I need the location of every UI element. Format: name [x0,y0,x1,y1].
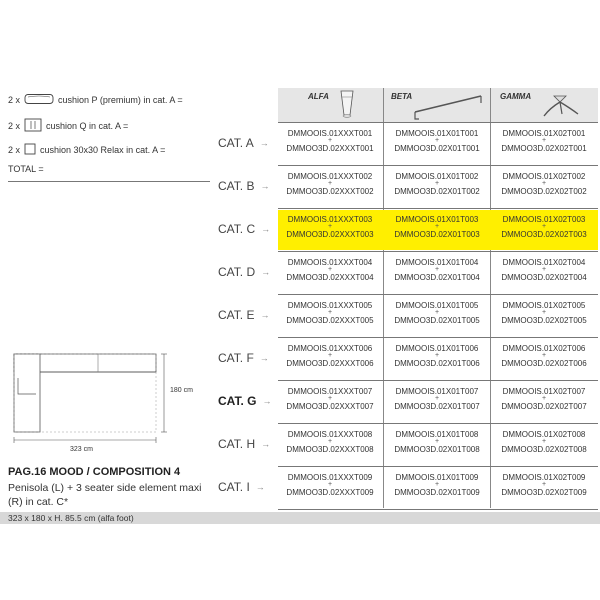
code-cell [385,382,489,422]
code-cell [492,210,596,250]
arrow-icon: → [255,482,265,492]
cat-name: CAT. I [218,480,250,494]
arrow-icon: → [261,439,271,449]
code-line-1: DMMOOIS.01XXXT001 [287,129,373,138]
code-cell [385,296,489,336]
cushion-relax-icon [24,143,36,157]
arrow-icon: → [260,310,270,320]
code-cell [385,167,489,207]
code-line-1: DMMOOIS.01X01T001 [395,129,479,138]
plus-sign: + [541,352,547,359]
code-line-1: DMMOOIS.01X02T007 [502,387,586,396]
code-cell [492,124,596,164]
code-cell [385,339,489,379]
code-line-2: DMMOO3D.02X01T006 [394,359,480,368]
cat-label-b [218,176,278,196]
plus-sign: + [327,309,333,316]
plus-sign: + [541,438,547,445]
code-line-2: DMMOO3D.02X01T009 [394,488,480,497]
header-label: GAMMA [500,92,532,101]
code-cell [278,296,382,336]
code-cell [492,253,596,293]
header-beta [385,88,489,122]
code-line-2: DMMOO3D.02X02T004 [501,273,587,282]
code-line-2: DMMOO3D.02X02T007 [501,402,587,411]
plus-sign: + [434,223,440,230]
total-label: TOTAL = [8,164,44,174]
calc-text: cushion P (premium) in cat. A = [58,95,183,105]
code-cell [278,339,382,379]
code-line-2: DMMOO3D.02X02T005 [501,316,587,325]
code-line-2: DMMOO3D.02X02T002 [501,187,587,196]
cat-name: CAT. D [218,265,256,279]
code-line-1: DMMOOIS.01X01T002 [395,172,479,181]
cat-label-h [218,434,278,454]
cat-name: CAT. B [218,179,255,193]
cat-name: CAT. G [218,394,257,408]
arrow-icon: → [259,353,269,363]
code-line-2: DMMOO3D.02X02T009 [501,488,587,497]
code-line-2: DMMOO3D.02XXXT004 [286,273,374,282]
calc-line-relax-cushion [8,143,165,157]
code-line-1: DMMOOIS.01X01T008 [395,430,479,439]
code-cell [492,339,596,379]
code-cell [385,253,489,293]
code-cell [278,468,382,508]
row-divider [278,294,598,295]
code-line-1: DMMOOIS.01X02T003 [502,215,586,224]
calc-qty: 2 x [8,121,21,131]
code-line-1: DMMOOIS.01X01T009 [395,473,479,482]
code-cell [385,210,489,250]
header-gamma [492,88,596,122]
code-table [278,88,598,508]
plus-sign: + [327,352,333,359]
arrow-icon: → [259,138,269,148]
code-line-1: DMMOOIS.01X02T002 [502,172,586,181]
plus-sign: + [434,137,440,144]
code-line-2: DMMOO3D.02X01T007 [394,402,480,411]
code-cell [278,124,382,164]
cat-label-g [218,391,278,411]
gamma-foot-icon [492,88,596,122]
plus-sign: + [541,223,547,230]
table-row [278,425,598,465]
cat-label-f [218,348,278,368]
plus-sign: + [434,180,440,187]
calc-qty: 2 x [8,95,21,105]
code-line-2: DMMOO3D.02X01T002 [394,187,480,196]
plus-sign: + [327,223,333,230]
table-row [278,210,598,250]
calc-line-q-cushion [8,119,128,133]
plus-sign: + [541,481,547,488]
row-divider [278,165,598,166]
plus-sign: + [434,352,440,359]
code-line-2: DMMOO3D.02XXXT009 [286,488,374,497]
code-cell [492,425,596,465]
code-cell [278,382,382,422]
calc-line-premium-cushion [8,93,183,107]
code-line-2: DMMOO3D.02XXXT002 [286,187,374,196]
code-line-1: DMMOOIS.01X02T005 [502,301,586,310]
code-line-2: DMMOO3D.02XXXT003 [286,230,374,239]
code-cell [385,124,489,164]
code-cell [492,296,596,336]
code-cell [492,167,596,207]
code-line-2: DMMOO3D.02XXXT006 [286,359,374,368]
plus-sign: + [541,266,547,273]
code-line-1: DMMOOIS.01X02T006 [502,344,586,353]
row-divider [278,380,598,381]
plus-sign: + [327,481,333,488]
code-line-1: DMMOOIS.01X01T004 [395,258,479,267]
code-line-1: DMMOOIS.01XXXT009 [287,473,373,482]
code-line-2: DMMOO3D.02XXXT005 [286,316,374,325]
arrow-icon: → [261,267,271,277]
code-line-2: DMMOO3D.02XXXT001 [286,144,374,153]
arrow-icon: → [262,396,272,406]
plus-sign: + [434,395,440,402]
cat-name: CAT. F [218,351,254,365]
header-label: BETA [391,92,413,101]
code-cell [492,382,596,422]
cat-label-a [218,133,278,153]
table-row [278,296,598,336]
cat-label-i [218,477,278,497]
row-divider [278,337,598,338]
table-row [278,339,598,379]
code-line-1: DMMOOIS.01X02T004 [502,258,586,267]
code-line-2: DMMOO3D.02X01T004 [394,273,480,282]
cat-label-c [218,219,278,239]
beta-foot-icon [385,88,489,122]
code-line-2: DMMOO3D.02X01T001 [394,144,480,153]
calc-qty: 2 x [8,145,21,155]
code-line-1: DMMOOIS.01X01T007 [395,387,479,396]
row-divider [278,466,598,467]
header-alfa [278,88,382,122]
code-line-1: DMMOOIS.01X01T005 [395,301,479,310]
row-divider [278,251,598,252]
code-line-1: DMMOOIS.01XXXT004 [287,258,373,267]
cat-label-d [218,262,278,282]
table-row [278,167,598,207]
table-header [278,88,598,122]
row-divider [278,423,598,424]
code-line-1: DMMOOIS.01X01T006 [395,344,479,353]
code-cell [278,253,382,293]
code-cell [492,468,596,508]
alfa-foot-icon [278,88,382,122]
plus-sign: + [541,137,547,144]
plus-sign: + [541,395,547,402]
plus-sign: + [434,266,440,273]
calc-text: cushion Q in cat. A = [46,121,129,131]
code-cell [278,425,382,465]
arrow-icon: → [261,224,271,234]
plus-sign: + [327,395,333,402]
cat-name: CAT. A [218,136,254,150]
page-title: PAG.16 MOOD / COMPOSITION 4 [8,466,181,478]
code-line-2: DMMOO3D.02X02T006 [501,359,587,368]
plus-sign: + [327,266,333,273]
plus-sign: + [541,309,547,316]
code-line-1: DMMOOIS.01X02T008 [502,430,586,439]
product-description: Penisola (L) + 3 seater side element maxi (R) in cat. C* [8,482,202,508]
table-row [278,382,598,422]
cushion-p-icon [24,93,54,107]
depth-label: 180 cm [170,387,193,394]
plus-sign: + [541,180,547,187]
code-line-2: DMMOO3D.02X02T008 [501,445,587,454]
calc-text: cushion 30x30 Relax in cat. A = [40,145,166,155]
cat-name: CAT. E [218,308,255,322]
code-line-1: DMMOOIS.01X02T009 [502,473,586,482]
plus-sign: + [327,180,333,187]
code-line-1: DMMOOIS.01XXXT005 [287,301,373,310]
code-line-1: DMMOOIS.01XXXT002 [287,172,373,181]
composition-diagram [8,348,208,454]
code-line-2: DMMOO3D.02X01T003 [394,230,480,239]
cushion-q-icon [24,118,42,134]
row-divider [278,509,598,510]
code-line-1: DMMOOIS.01X02T001 [502,129,586,138]
code-line-1: DMMOOIS.01XXXT003 [287,215,373,224]
code-cell [278,210,382,250]
plus-sign: + [434,438,440,445]
cat-name: CAT. H [218,437,256,451]
code-line-2: DMMOO3D.02X02T003 [501,230,587,239]
code-line-1: DMMOOIS.01XXXT007 [287,387,373,396]
table-row [278,253,598,293]
code-line-2: DMMOO3D.02XXXT008 [286,445,374,454]
code-line-1: DMMOOIS.01X01T003 [395,215,479,224]
arrow-icon: → [260,181,270,191]
code-line-2: DMMOO3D.02X02T001 [501,144,587,153]
plus-sign: + [327,438,333,445]
total-rule [8,181,210,182]
code-cell [385,425,489,465]
table-row [278,124,598,164]
row-divider [278,122,598,123]
plus-sign: + [434,309,440,316]
cat-name: CAT. C [218,222,256,236]
width-label: 323 cm [70,446,93,453]
row-divider [278,208,598,209]
dimensions-text: 323 x 180 x H. 85.5 cm (alfa foot) [8,513,134,523]
code-line-1: DMMOOIS.01XXXT006 [287,344,373,353]
code-cell [278,167,382,207]
dimensions-bar [0,512,600,524]
cat-label-e [218,305,278,325]
plus-sign: + [434,481,440,488]
code-line-1: DMMOOIS.01XXXT008 [287,430,373,439]
code-line-2: DMMOO3D.02XXXT007 [286,402,374,411]
table-row [278,468,598,508]
code-line-2: DMMOO3D.02X01T008 [394,445,480,454]
plus-sign: + [327,137,333,144]
code-line-2: DMMOO3D.02X01T005 [394,316,480,325]
header-label: ALFA [308,92,329,101]
code-cell [385,468,489,508]
